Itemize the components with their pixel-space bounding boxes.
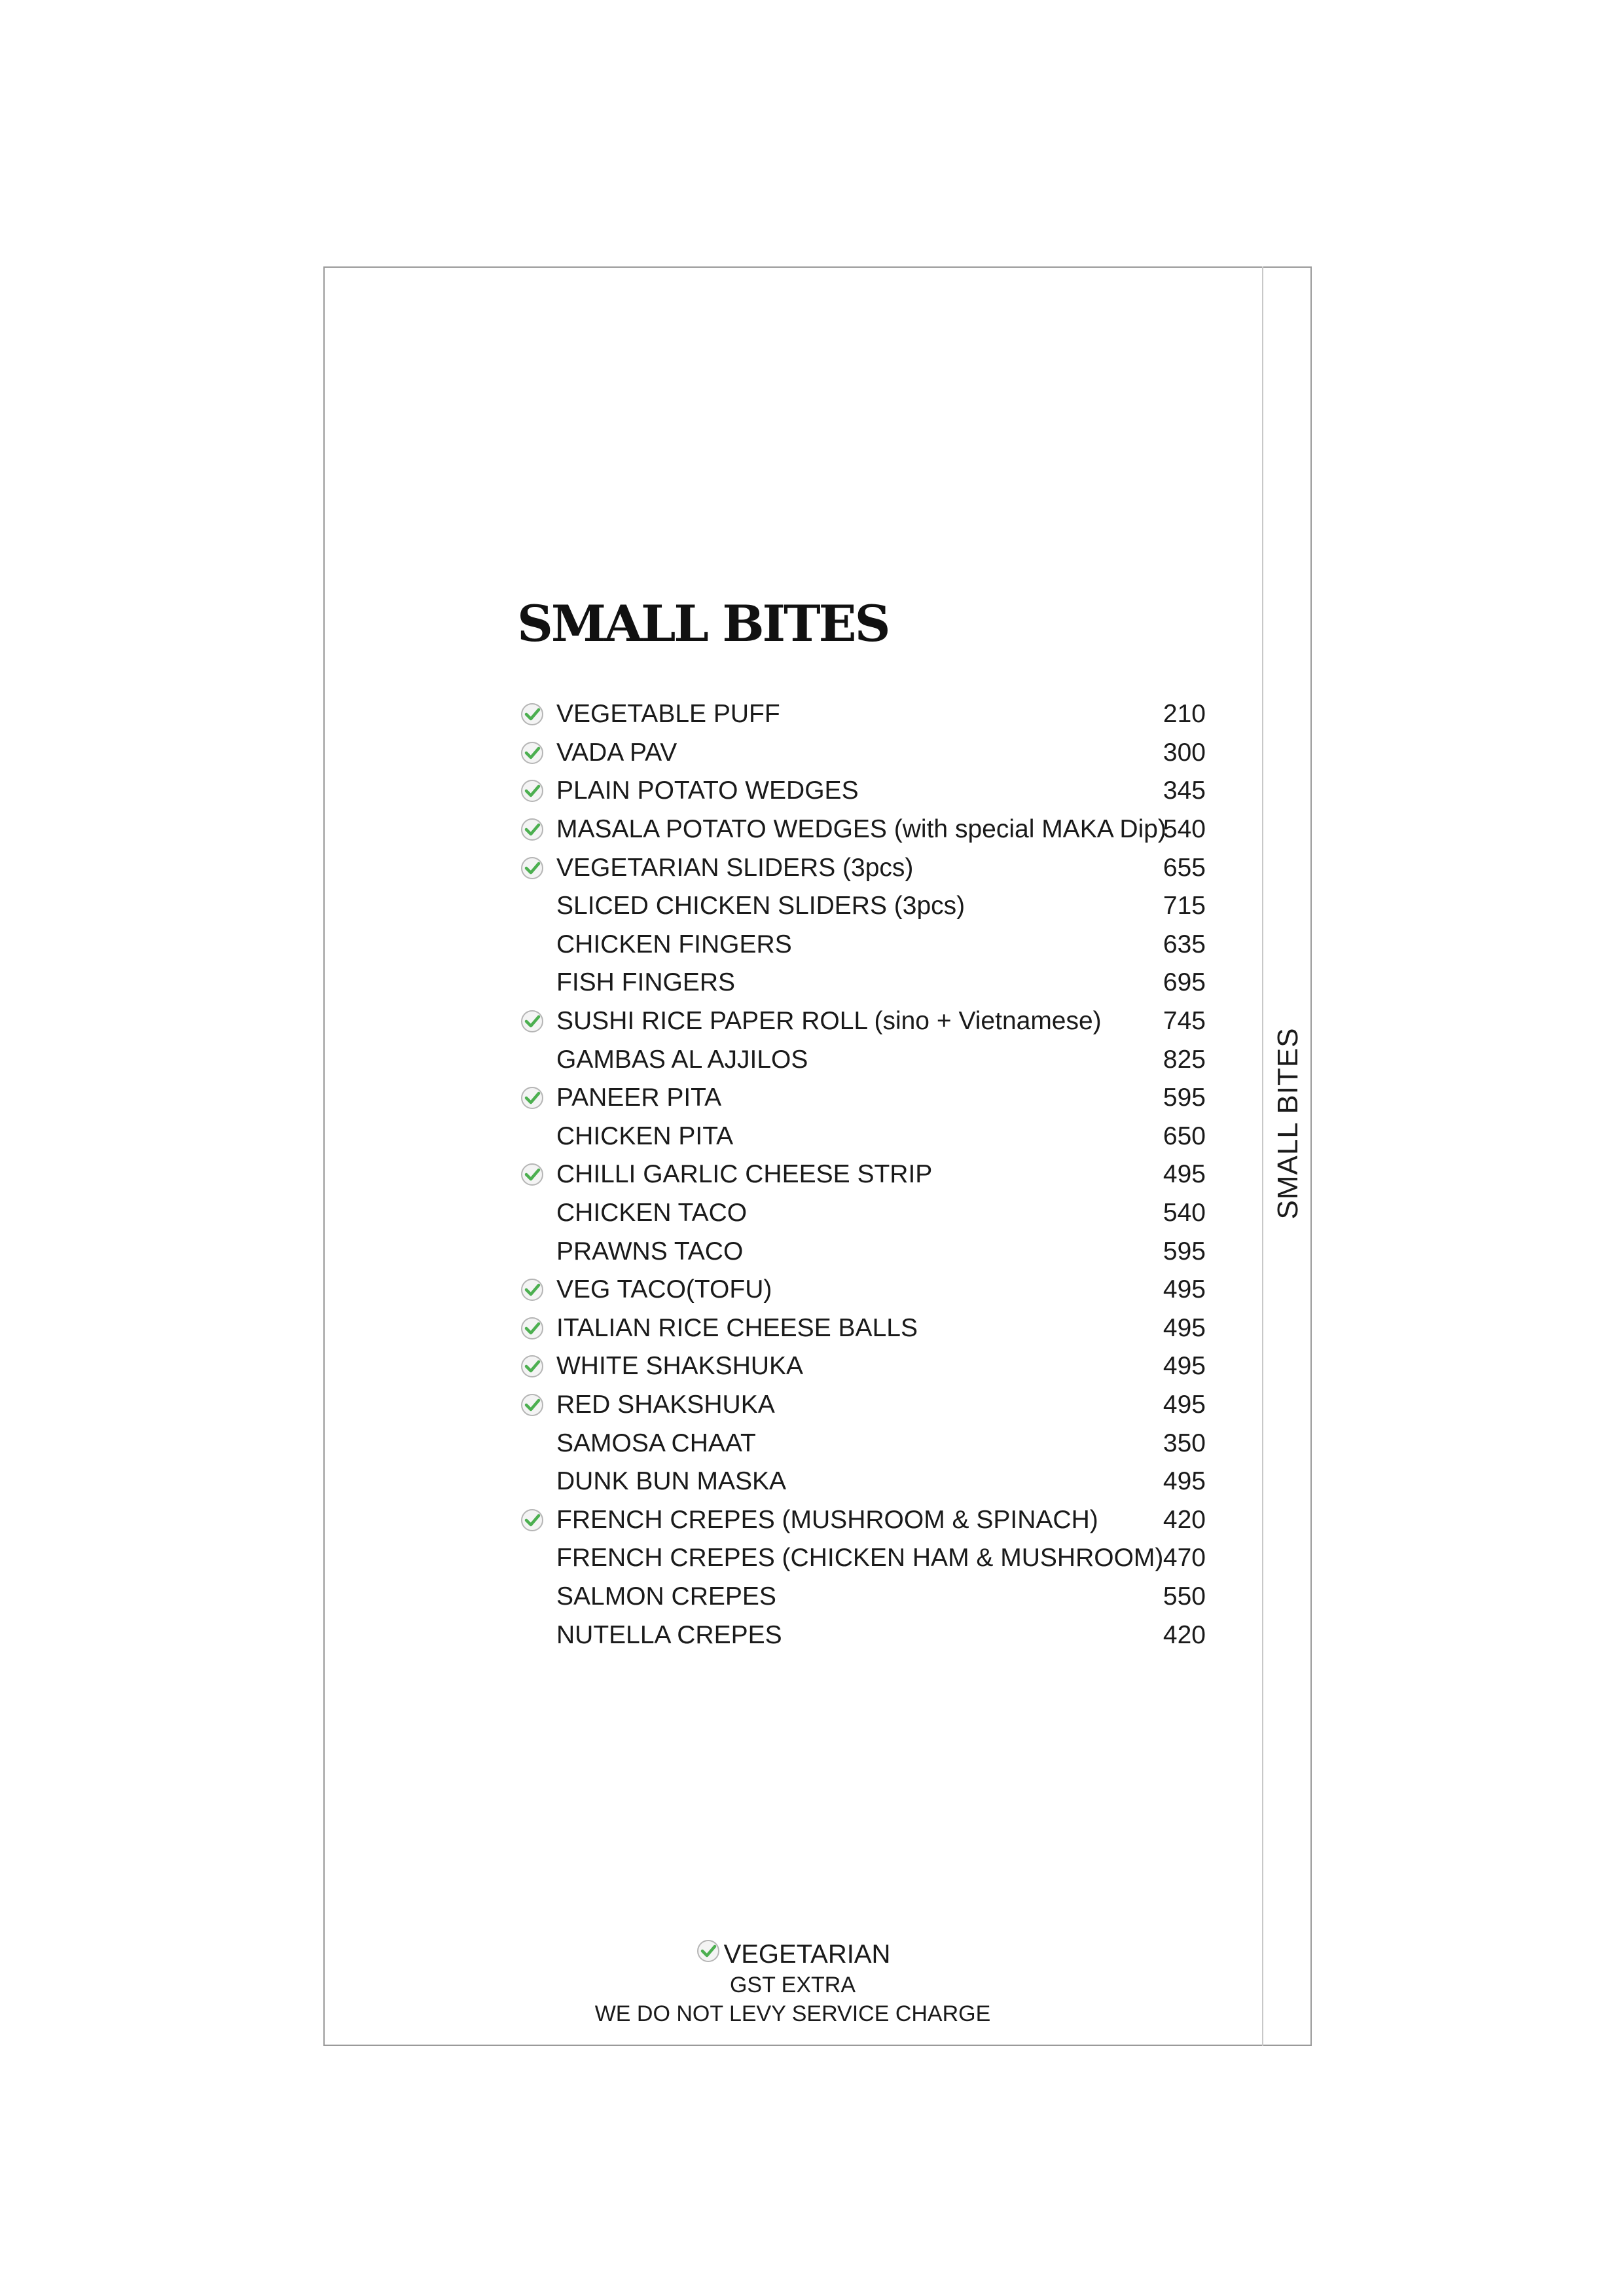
menu-item-name: PLAIN POTATO WEDGES: [556, 776, 859, 805]
veg-icon-slot: [517, 1121, 547, 1152]
menu-item-price: 495: [1163, 1390, 1206, 1419]
veg-icon-slot: [517, 738, 547, 768]
legend-veg: [323, 1938, 1262, 1971]
menu-item: [517, 926, 1206, 964]
menu-item-name: CHILLI GARLIC CHEESE STRIP: [556, 1160, 933, 1189]
menu-item-name: PANEER PITA: [556, 1084, 722, 1112]
veg-icon-slot: [517, 1390, 547, 1420]
section-title: SMALL BITES: [517, 594, 889, 653]
menu-item-price: 540: [1163, 1199, 1206, 1228]
veg-icon-slot: [517, 1159, 547, 1190]
legend-veg-label: VEGETARIAN: [723, 1939, 891, 1969]
menu-item-price: 595: [1163, 1084, 1206, 1112]
veg-icon-slot: [517, 1275, 547, 1305]
menu-item-name: ITALIAN RICE CHEESE BALLS: [556, 1313, 918, 1342]
menu-item: [517, 964, 1206, 1002]
menu-item-name: RED SHAKSHUKA: [556, 1390, 775, 1419]
menu-item-name: SAMOSA CHAAT: [556, 1429, 756, 1457]
menu-item-name: SLICED CHICKEN SLIDERS (3pcs): [556, 892, 965, 920]
menu-item-name: FISH FINGERS: [556, 968, 736, 997]
menu-item-name: GAMBAS AL AJJILOS: [556, 1045, 808, 1074]
menu-item-name: CHICKEN PITA: [556, 1121, 734, 1150]
menu-item: [517, 734, 1206, 773]
menu-item-price: 655: [1163, 853, 1206, 882]
vegetarian-check-icon: [519, 816, 545, 843]
menu-item: [517, 1386, 1206, 1425]
menu-item: [517, 772, 1206, 811]
side-strip-divider: [1262, 266, 1263, 2046]
menu-item-name: FRENCH CREPES (MUSHROOM & SPINACH): [556, 1505, 1098, 1534]
menu-item-price: 745: [1163, 1007, 1206, 1036]
menu-item-price: 210: [1163, 700, 1206, 729]
menu-item-name: VEG TACO(TOFU): [556, 1275, 772, 1304]
menu-item: [517, 811, 1206, 849]
menu-item-price: 495: [1163, 1313, 1206, 1342]
menu-item-price: 595: [1163, 1237, 1206, 1266]
menu-item-name: SUSHI RICE PAPER ROLL (sino + Vietnamese): [556, 1007, 1102, 1036]
menu-item-price: 650: [1163, 1121, 1206, 1150]
menu-item-name: DUNK BUN MASKA: [556, 1467, 787, 1496]
vegetarian-check-icon: [519, 1315, 545, 1341]
menu-item-name: WHITE SHAKSHUKA: [556, 1352, 804, 1381]
veg-icon-slot: [517, 1543, 547, 1573]
menu-item: [517, 695, 1206, 734]
menu-item: [517, 1463, 1206, 1501]
menu-item-price: 550: [1163, 1582, 1206, 1611]
veg-icon-slot: [517, 1083, 547, 1113]
menu-item: [517, 1194, 1206, 1233]
menu-item: [517, 1156, 1206, 1194]
menu-item: [517, 1539, 1206, 1578]
menu-item-price: 345: [1163, 776, 1206, 805]
menu-item-name: VEGETARIAN SLIDERS (3pcs): [556, 853, 914, 882]
veg-icon-slot: [517, 1429, 547, 1459]
menu-item-name: CHICKEN FINGERS: [556, 930, 792, 958]
veg-icon-slot: [517, 930, 547, 960]
veg-icon-slot: [517, 853, 547, 883]
veg-icon-slot: [517, 1006, 547, 1036]
legend: [323, 1938, 1262, 2028]
vegetarian-check-icon: [519, 1507, 545, 1533]
veg-icon-slot: [517, 814, 547, 845]
menu-item: [517, 1501, 1206, 1539]
veg-icon-slot: [517, 891, 547, 921]
vegetarian-check-icon: [519, 1353, 545, 1379]
menu-item-price: 495: [1163, 1352, 1206, 1381]
menu-item: [517, 1118, 1206, 1156]
menu-item: [517, 1040, 1206, 1079]
menu-item: [517, 1232, 1206, 1271]
vegetarian-check-icon: [519, 740, 545, 766]
menu-item: [517, 1578, 1206, 1616]
veg-icon-slot: [517, 1313, 547, 1343]
menu-item-price: 495: [1163, 1467, 1206, 1496]
veg-icon-slot: [517, 1045, 547, 1075]
veg-icon-slot: [517, 1582, 547, 1612]
menu-item-price: 825: [1163, 1045, 1206, 1074]
menu-item: [517, 1347, 1206, 1386]
veg-icon-slot: [517, 776, 547, 806]
vegetarian-check-icon: [519, 1277, 545, 1303]
gst-note: GST EXTRA: [729, 1973, 856, 1997]
veg-icon-slot: [517, 968, 547, 998]
veg-icon-slot: [517, 699, 547, 729]
menu-item: [517, 1309, 1206, 1348]
menu-item-price: 470: [1163, 1544, 1206, 1573]
menu-item-name: FRENCH CREPES (CHICKEN HAM & MUSHROOM): [556, 1544, 1164, 1573]
menu-item-price: 350: [1163, 1429, 1206, 1457]
veg-icon-slot: [517, 1467, 547, 1497]
menu-item: [517, 1079, 1206, 1118]
menu-item-name: PRAWNS TACO: [556, 1237, 744, 1266]
menu-item-name: SALMON CREPES: [556, 1582, 776, 1611]
menu-item: [517, 887, 1206, 926]
side-tab-label: SMALL BITES: [1272, 1027, 1304, 1220]
menu-item-price: 715: [1163, 892, 1206, 920]
menu-item: [517, 1271, 1206, 1309]
veg-icon-slot: [517, 1198, 547, 1228]
menu-item-price: 420: [1163, 1620, 1206, 1649]
vegetarian-check-icon: [519, 1161, 545, 1188]
vegetarian-check-icon: [519, 1008, 545, 1034]
vegetarian-check-icon: [695, 1938, 724, 1971]
vegetarian-check-icon: [519, 1392, 545, 1418]
menu-item: [517, 1616, 1206, 1654]
menu-item-price: 300: [1163, 738, 1206, 767]
vegetarian-check-icon: [519, 1085, 545, 1111]
vegetarian-check-icon: [519, 701, 545, 727]
menu-item-price: 495: [1163, 1275, 1206, 1304]
service-charge-note: WE DO NOT LEVY SERVICE CHARGE: [594, 2001, 991, 2026]
menu-item-name: NUTELLA CREPES: [556, 1620, 782, 1649]
vegetarian-check-icon: [519, 855, 545, 881]
menu-item-name: VADA PAV: [556, 738, 677, 767]
menu-item-price: 635: [1163, 930, 1206, 958]
veg-icon-slot: [517, 1505, 547, 1535]
menu-item-price: 420: [1163, 1505, 1206, 1534]
menu-item: [517, 1424, 1206, 1463]
menu-item-name: VEGETABLE PUFF: [556, 700, 780, 729]
menu-item: [517, 848, 1206, 887]
menu-item-price: 495: [1163, 1160, 1206, 1189]
veg-icon-slot: [517, 1237, 547, 1267]
menu-item-price: 540: [1163, 815, 1206, 844]
menu-item-list: [517, 695, 1206, 1654]
menu-item: [517, 1002, 1206, 1041]
veg-icon-slot: [517, 1351, 547, 1381]
menu-item-price: 695: [1163, 968, 1206, 997]
menu-item-name: CHICKEN TACO: [556, 1199, 748, 1228]
menu-item-name: MASALA POTATO WEDGES (with special MAKA Dip): [556, 815, 1166, 844]
veg-icon-slot: [517, 1620, 547, 1650]
vegetarian-check-icon: [519, 778, 545, 804]
